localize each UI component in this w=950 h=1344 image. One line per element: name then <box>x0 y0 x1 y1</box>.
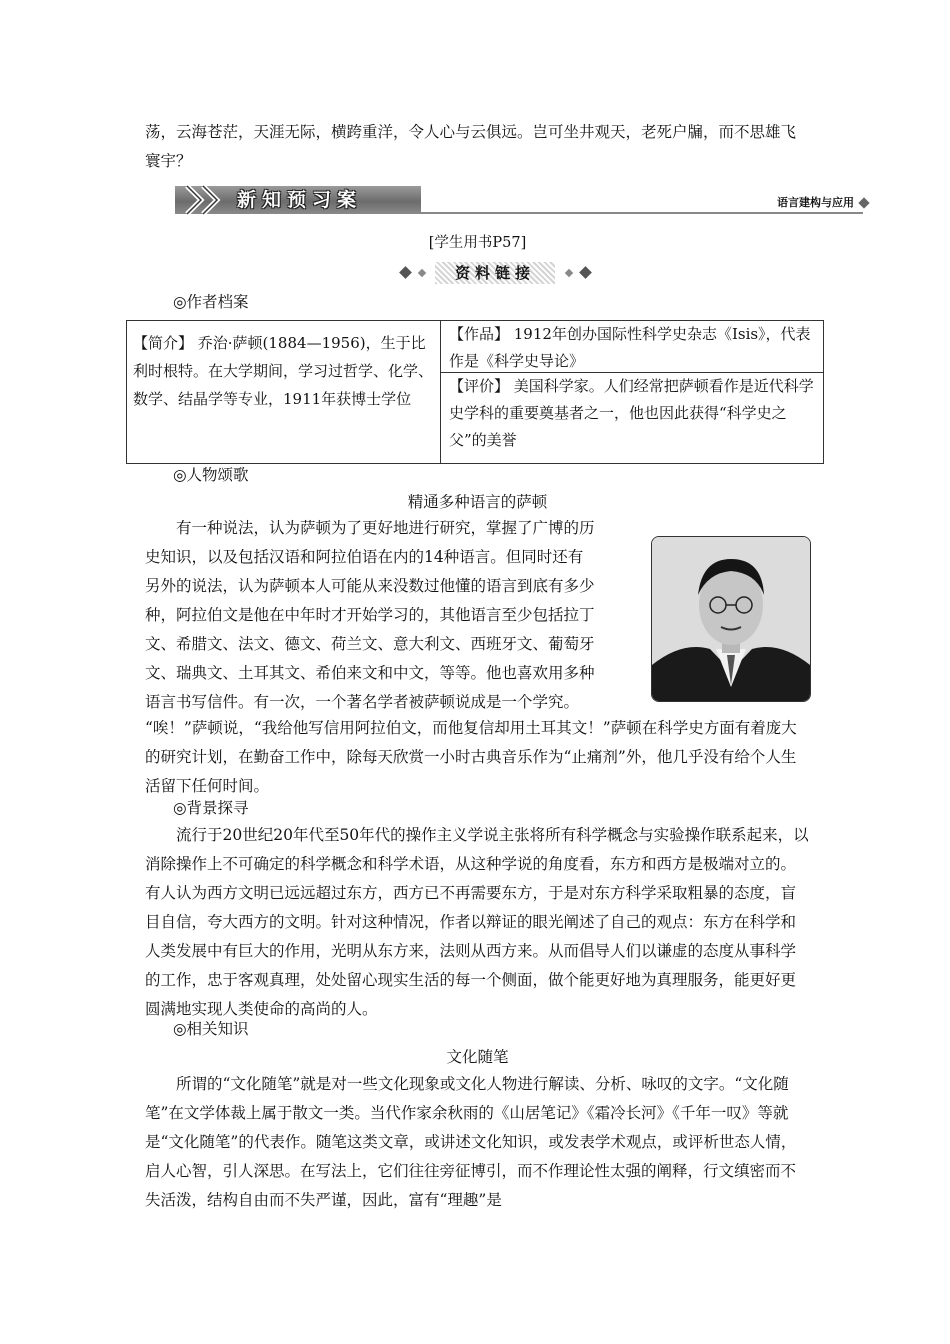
diamond-icon <box>565 269 573 277</box>
praise-paragraph-wrapped <box>145 514 650 717</box>
page-reference: [学生用书P57] <box>428 235 527 251</box>
diamond-icon <box>579 266 592 279</box>
heading-background: ◎背景探寻 <box>173 799 249 817</box>
section-banner <box>175 183 870 217</box>
diamond-icon <box>399 266 412 279</box>
heading-knowledge: ◎相关知识 <box>173 1020 249 1038</box>
praise-paragraph-full: “唉！”萨顿说，“我给他写信用阿拉伯文，而他复信却用土耳其文！”萨顿在科学史方面有着庞大的研究计划，在勤奋工作中，除每天欣赏一小时古典音乐作为“止痛剂”外，他几乎没有给个人生活留下任何时间。 <box>145 719 797 795</box>
praise-line: 文、希腊文、法文、德文、荷兰文、意大利文、西班牙文、葡萄牙 <box>145 635 595 653</box>
section-header <box>395 260 595 286</box>
praise-line: 史知识，以及包括汉语和阿拉伯语在内的14种语言。但同时还有 <box>145 548 584 566</box>
works-text: 【作品】 1912年创办国际性科学史杂志《Isis》，代表作是《科学史导论》 <box>449 325 811 370</box>
table-cell-intro <box>127 321 441 463</box>
chevron-right-icon <box>181 183 233 217</box>
diamond-icon <box>418 269 426 277</box>
diamond-icon <box>858 197 869 208</box>
portrait-image <box>652 537 810 701</box>
praise-line: 有一种说法，认为萨顿为了更好地进行研究，掌握了广博的历 <box>176 519 595 537</box>
background-paragraph: 流行于20世纪20年代至50年代的操作主义学说主张将所有科学概念与实验操作联系起来，以消除操作上不可确定的科学概念和科学术语，从这种学说的角度看，东方和西方是极端对立的。有人认为西方文明已远远超过东方，西方已不再需要东方，于是对东方科学采取粗暴的态度，盲目自信，夸大西方的文明。针对这种情况，作者以辩证的眼光阐述了自己的观点：东方在科学和人类发展中有巨大的作用，光明从东方来，法则从西方来。从而倡导人们以谦虚的态度从事科学的工作，忠于客观真理，处处留心现实生活的每一个侧面，做个能更好地为真理服务，能更好更圆满地实现人类使命的高尚的人。 <box>145 826 809 1018</box>
intro-text: 【简介】 乔治·萨顿(1884—1956)，生于比利时根特。在大学期间，学习过哲学、化学、数学、结晶学等专业，1911年获博士学位 <box>133 334 434 408</box>
praise-line: 文、瑞典文、土耳其文、希伯来文和中文，等等。他也喜欢用多种 <box>145 664 595 682</box>
table-cell-evaluation <box>441 373 823 463</box>
praise-line: 另外的说法，认为萨顿本人可能从来没数过他懂的语言到底有多少 <box>145 577 595 595</box>
evaluation-text: 【评价】 美国科学家。人们经常把萨顿看作是近代科学史学科的重要奠基者之一，他也因此获得“科学史之父”的美誉 <box>449 377 814 449</box>
banner-title: 新知预习案 <box>237 189 363 211</box>
portrait-photo <box>651 536 811 702</box>
praise-title: 精通多种语言的萨顿 <box>407 493 548 511</box>
praise-line: 种，阿拉伯文是他在中年时才开始学习的，其他语言至少包括拉丁 <box>145 606 595 624</box>
author-table <box>126 320 824 464</box>
table-cell-works <box>441 321 823 373</box>
heading-praise: ◎人物颂歌 <box>173 466 249 484</box>
section-title: 资料链接 <box>435 262 555 284</box>
essay-title: 文化随笔 <box>446 1048 509 1066</box>
essay-paragraph: 所谓的“文化随笔”就是对一些文化现象或文化人物进行解读、分析、咏叹的文字。“文化随笔”在文学体裁上属于散文一类。当代作家余秋雨的《山居笔记》《霜冷长河》《千年一叹》等就是“文化随笔”的代表作。随笔这类文章，或讲述文化知识，或发表学术观点，或评析世态人情，启人心智，引人深思。在写法上，它们往往旁征博引，而不作理论性太强的阐释，行文缜密而不失活泼，结构自由而不失严谨，因此，富有“理趣”是 <box>145 1075 797 1209</box>
praise-line: 语言书写信件。有一次，一个著名学者被萨顿说成是一个学究。 <box>145 693 580 711</box>
intro-paragraph: 荡，云海苍茫，天涯无际，横跨重洋，令人心与云俱远。岂可坐井观天，老死户牖，而不思雄飞寰宇？ <box>145 123 797 170</box>
banner-right-label: 语言建构与应用 <box>777 196 854 209</box>
banner-rule <box>421 212 863 214</box>
heading-author: ◎作者档案 <box>173 293 249 311</box>
